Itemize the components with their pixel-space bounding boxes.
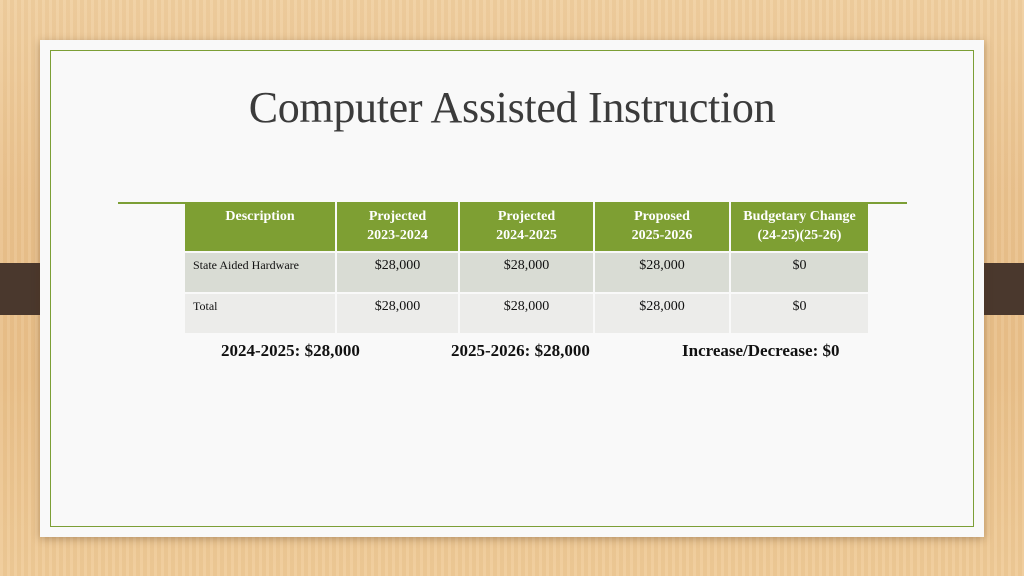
header-proposed-2025-2026 bbox=[594, 202, 730, 252]
header-projected-2023-2024 bbox=[336, 202, 459, 252]
header-label-line1: Projected bbox=[368, 209, 427, 224]
header-label-line2: (24-25)(25-26) bbox=[757, 228, 842, 243]
summary-2025-2026: 2025-2026: $28,000 bbox=[451, 341, 590, 360]
header-label-line1: Proposed bbox=[634, 209, 690, 224]
budget-table bbox=[185, 202, 868, 333]
table-row bbox=[185, 293, 868, 333]
header-label-line1: Budgetary Change bbox=[743, 209, 856, 224]
header-projected-2024-2025 bbox=[459, 202, 594, 252]
header-label-line1: Projected bbox=[497, 209, 556, 224]
header-description bbox=[185, 202, 336, 252]
table-row bbox=[185, 252, 868, 293]
header-label-line2: 2025-2026 bbox=[631, 228, 693, 243]
cell-projected-2023-2024: $28,000 bbox=[336, 252, 459, 293]
row-description: State Aided Hardware bbox=[185, 252, 336, 293]
left-accent-rule bbox=[118, 202, 186, 204]
right-accent-rule bbox=[868, 202, 907, 204]
cell-proposed-2025-2026: $28,000 bbox=[594, 252, 730, 293]
cell-projected-2024-2025: $28,000 bbox=[459, 252, 594, 293]
header-budgetary-change bbox=[730, 202, 868, 252]
cell-budgetary-change: $0 bbox=[730, 252, 868, 293]
cell-proposed-2025-2026: $28,000 bbox=[594, 293, 730, 333]
header-description-label: Description bbox=[225, 209, 295, 224]
slide-title: Computer Assisted Instruction bbox=[248, 83, 776, 132]
cell-projected-2023-2024: $28,000 bbox=[336, 293, 459, 333]
summary-increase-decrease: Increase/Decrease: $0 bbox=[682, 341, 840, 360]
table-header-row bbox=[185, 202, 868, 252]
summary-2024-2025: 2024-2025: $28,000 bbox=[221, 341, 360, 360]
row-description: Total bbox=[185, 293, 336, 333]
header-label-line2: 2024-2025 bbox=[496, 228, 557, 243]
cell-projected-2024-2025: $28,000 bbox=[459, 293, 594, 333]
header-label-line2: 2023-2024 bbox=[367, 228, 428, 243]
cell-budgetary-change: $0 bbox=[730, 293, 868, 333]
